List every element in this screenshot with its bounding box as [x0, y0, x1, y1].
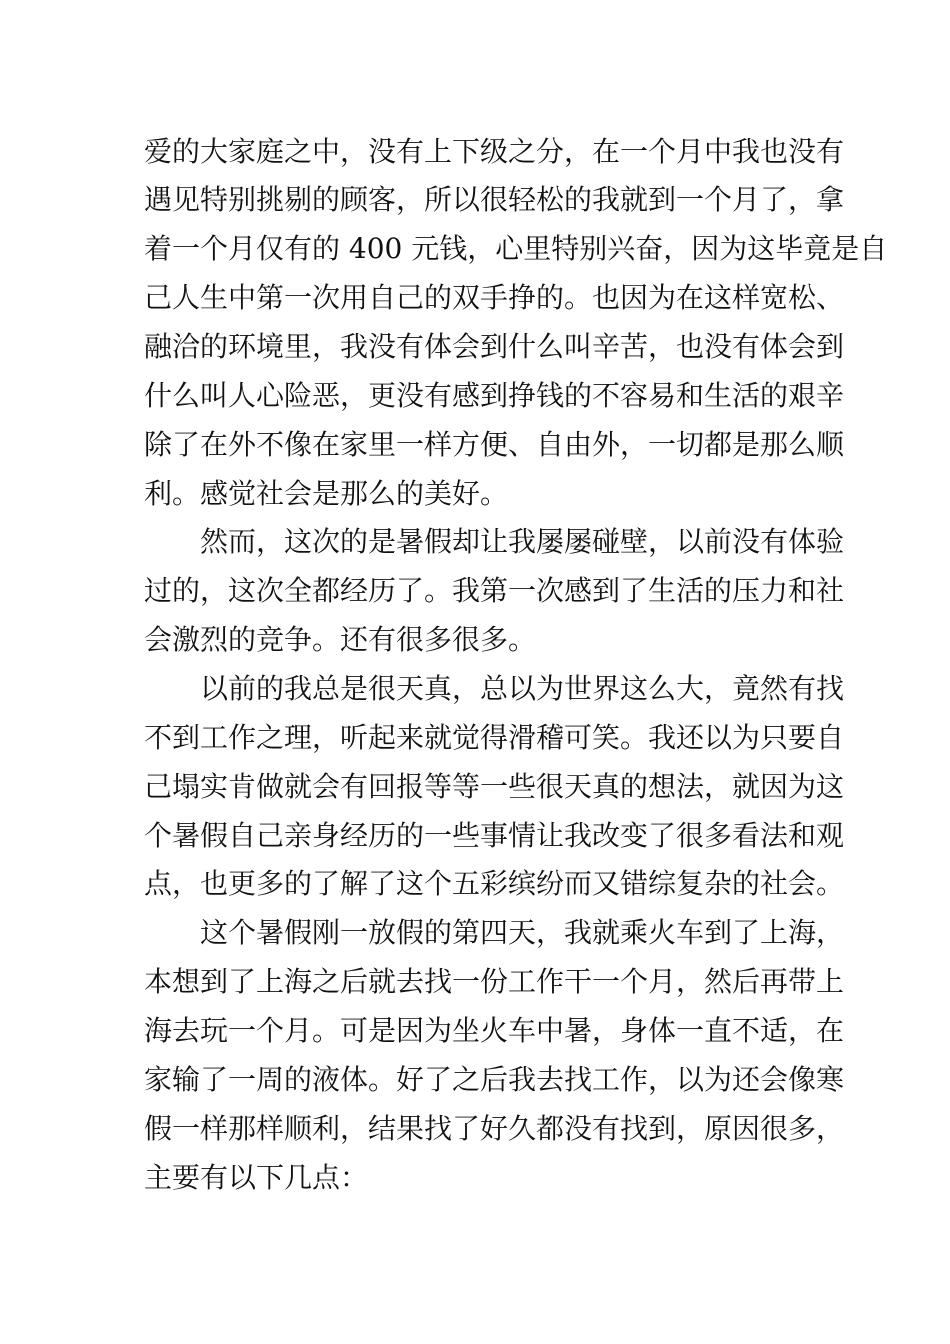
text-line: 会激烈的竞争。还有很多很多。 — [144, 623, 537, 656]
text-line: 个暑假自己亲身经历的一些事情让我改变了很多看法和观 — [144, 819, 845, 852]
text-line: 点，也更多的了解了这个五彩缤纷而又错综复杂的社会。 — [144, 867, 845, 900]
text-line: 爱的大家庭之中，没有上下级之分，在一个月中我也没有 — [144, 135, 845, 168]
text-line: 己人生中第一次用自己的双手挣的。也因为在这样宽松、 — [144, 281, 845, 314]
text-line: 家输了一周的液体。好了之后我去找工作，以为还会像寒 — [144, 1063, 845, 1096]
paragraph-first-line: 以前的我总是很天真，总以为世界这么大，竟然有找 — [200, 672, 845, 705]
text-line: 海去玩一个月。可是因为坐火车中暑，身体一直不适，在 — [144, 1014, 845, 1047]
text-line: 假一样那样顺利，结果找了好久都没有找到，原因很多， — [144, 1112, 845, 1145]
text-line: 着一个月仅有的 400 元钱，心里特别兴奋，因为这毕竟是自 — [144, 232, 888, 265]
text-line: 主要有以下几点： — [144, 1161, 369, 1194]
paragraph-first-line: 这个暑假刚一放假的第四天，我就乘火车到了上海， — [200, 916, 845, 949]
text-line: 己塌实肯做就会有回报等等一些很天真的想法，就因为这 — [144, 770, 845, 803]
text-line: 遇见特别挑剔的顾客，所以很轻松的我就到一个月了，拿 — [144, 183, 845, 216]
text-line: 融洽的环境里，我没有体会到什么叫辛苦，也没有体会到 — [144, 330, 845, 363]
text-line: 什么叫人心险恶，更没有感到挣钱的不容易和生活的艰辛 — [144, 379, 845, 412]
text-line: 除了在外不像在家里一样方便、自由外，一切都是那么顺 — [144, 428, 845, 461]
paragraph-first-line: 然而，这次的是暑假却让我屡屡碰壁，以前没有体验 — [200, 525, 845, 558]
text-line: 过的，这次全都经历了。我第一次感到了生活的压力和社 — [144, 574, 845, 607]
text-line: 利。感觉社会是那么的美好。 — [144, 477, 509, 510]
text-line: 不到工作之理，听起来就觉得滑稽可笑。我还以为只要自 — [144, 721, 845, 754]
text-line: 本想到了上海之后就去找一份工作干一个月，然后再带上 — [144, 965, 845, 998]
